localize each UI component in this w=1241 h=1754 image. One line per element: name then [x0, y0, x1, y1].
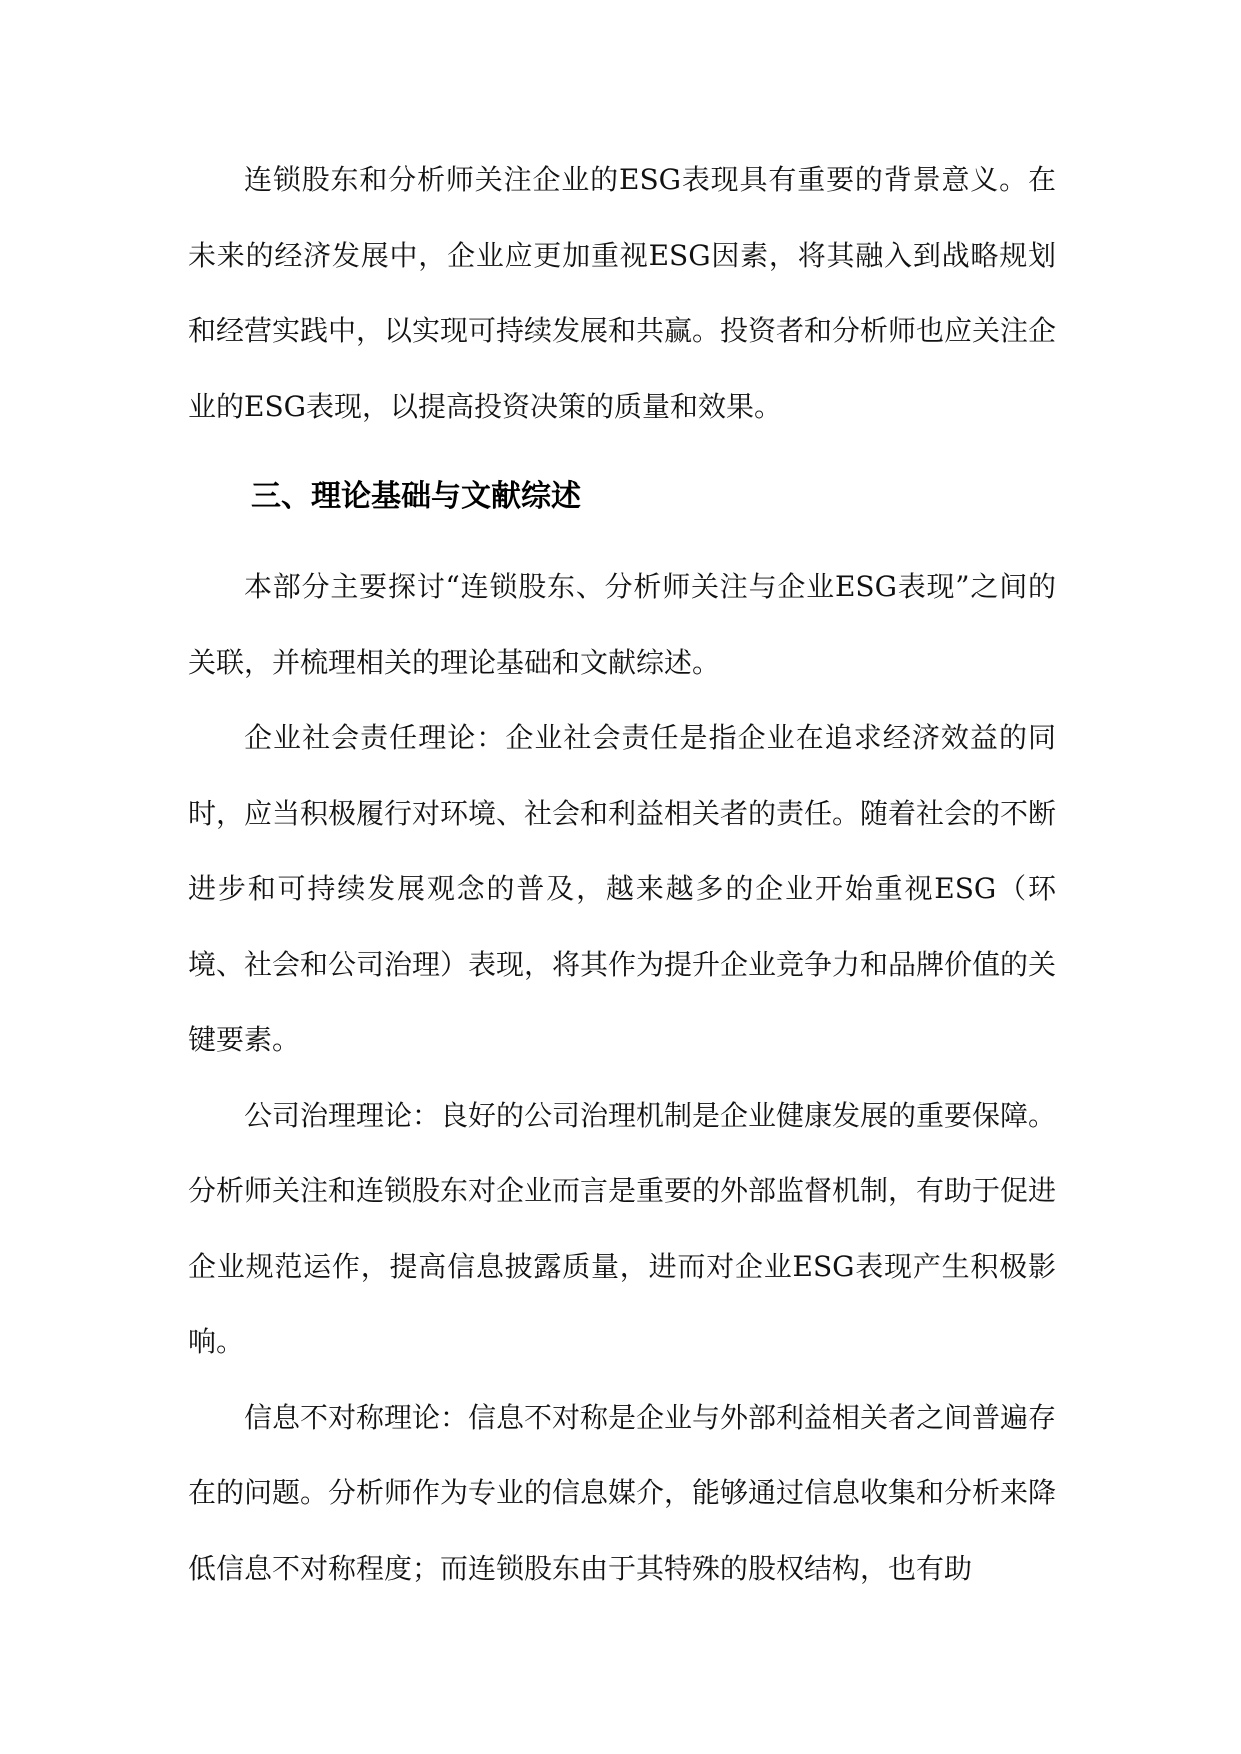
section-heading: 三、理论基础与文献综述 — [251, 479, 581, 514]
paragraph-governance-theory: 公司治理理论：良好的公司治理机制是企业健康发展的重要保障。分析师关注和连锁股东对企业而言是重要的外部监督机制，有助于促进企业规范运作，提高信息披露质量，进而对企业ESG表现产生积极影响。 — [188, 1098, 1057, 1358]
paragraph-esg-background: 连锁股东和分析师关注企业的ESG表现具有重要的背景意义。在未来的经济发展中，企业应更加重视ESG因素，将其融入到战略规划和经营实践中，以实现可持续发展和共赢。投资者和分析师也应关注企业的ESG表现，以提高投资决策的质量和效果。 — [188, 163, 1057, 423]
document-body — [188, 142, 1056, 1606]
paragraph-intro: 本部分主要探讨“连锁股东、分析师关注与企业ESG表现”之间的关联，并梳理相关的理论基础和文献综述。 — [188, 570, 1056, 679]
paragraph-csr-theory: 企业社会责任理论：企业社会责任是指企业在追求经济效益的同时，应当积极履行对环境、社会和利益相关者的责任。随着社会的不断进步和可持续发展观念的普及，越来越多的企业开始重视ESG（环境、社会和公司治理）表现，将其作为提升企业竞争力和品牌价值的关键要素。 — [188, 721, 1057, 1056]
paragraph-information-asymmetry: 信息不对称理论：信息不对称是企业与外部利益相关者之间普遍存在的问题。分析师作为专业的信息媒介，能够通过信息收集和分析来降低信息不对称程度；而连锁股东由于其特殊的股权结构，也有助 — [188, 1400, 1057, 1585]
